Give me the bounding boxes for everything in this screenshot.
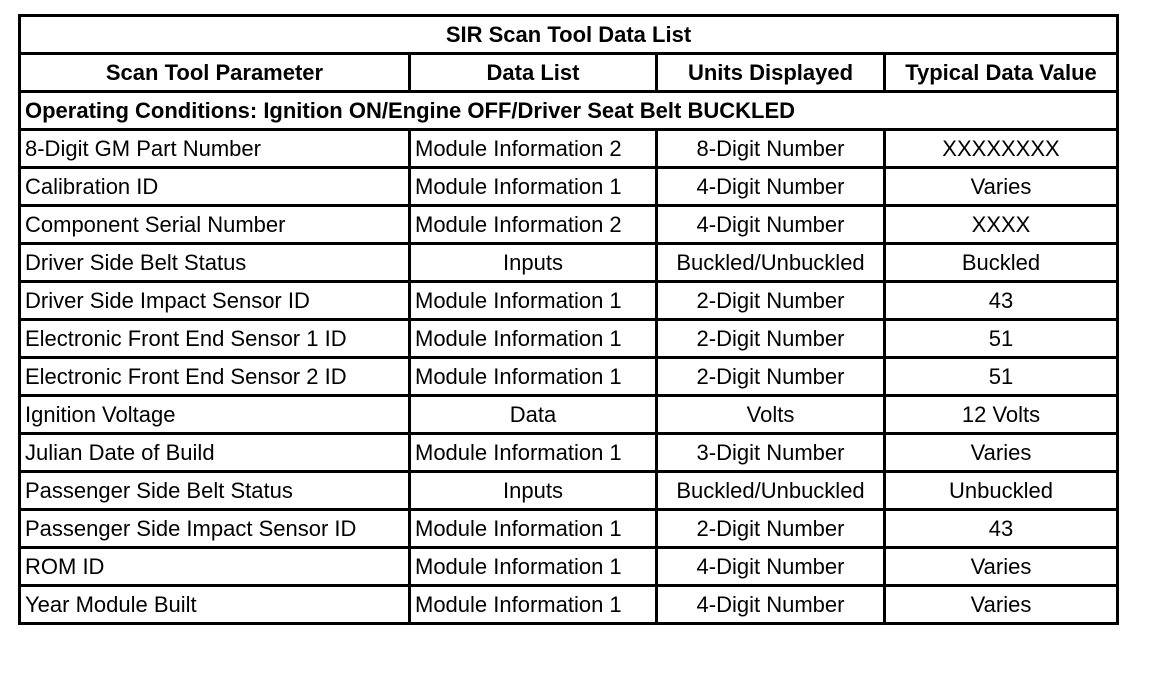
- table-row: [20, 206, 1118, 244]
- cell-data-list: Module Information 1: [410, 358, 657, 396]
- cell-units: 4-Digit Number: [657, 586, 885, 624]
- cell-data-list: Module Information 2: [410, 206, 657, 244]
- cell-data-list: Module Information 1: [410, 586, 657, 624]
- cell-parameter: Julian Date of Build: [20, 434, 410, 472]
- table-row: [20, 358, 1118, 396]
- cell-units: 2-Digit Number: [657, 358, 885, 396]
- cell-units: 8-Digit Number: [657, 130, 885, 168]
- header-row: [20, 54, 1118, 92]
- header-data-list: Data List: [410, 54, 657, 92]
- cell-typical-value: 43: [885, 510, 1118, 548]
- table-title: SIR Scan Tool Data List: [20, 16, 1118, 54]
- cell-parameter: Passenger Side Impact Sensor ID: [20, 510, 410, 548]
- header-units: Units Displayed: [657, 54, 885, 92]
- cell-parameter: Year Module Built: [20, 586, 410, 624]
- table-row: [20, 510, 1118, 548]
- table-row: [20, 586, 1118, 624]
- cell-typical-value: Varies: [885, 434, 1118, 472]
- cell-units: 2-Digit Number: [657, 320, 885, 358]
- cell-data-list: Data: [410, 396, 657, 434]
- cell-parameter: ROM ID: [20, 548, 410, 586]
- section-row: [20, 92, 1118, 130]
- table-row: [20, 396, 1118, 434]
- cell-units: 4-Digit Number: [657, 206, 885, 244]
- cell-parameter: 8-Digit GM Part Number: [20, 130, 410, 168]
- table-row: [20, 548, 1118, 586]
- cell-parameter: Component Serial Number: [20, 206, 410, 244]
- cell-data-list: Inputs: [410, 244, 657, 282]
- cell-typical-value: Varies: [885, 548, 1118, 586]
- table-row: [20, 320, 1118, 358]
- header-typical-value: Typical Data Value: [885, 54, 1118, 92]
- table-row: [20, 168, 1118, 206]
- cell-typical-value: 51: [885, 358, 1118, 396]
- data-list-table-container: [18, 14, 1118, 625]
- cell-typical-value: 43: [885, 282, 1118, 320]
- title-row: [20, 16, 1118, 54]
- cell-typical-value: Varies: [885, 586, 1118, 624]
- sir-scan-tool-data-table: [18, 14, 1119, 625]
- cell-data-list: Module Information 1: [410, 434, 657, 472]
- cell-typical-value: Buckled: [885, 244, 1118, 282]
- cell-data-list: Module Information 1: [410, 510, 657, 548]
- cell-parameter: Driver Side Belt Status: [20, 244, 410, 282]
- cell-data-list: Module Information 2: [410, 130, 657, 168]
- cell-units: Buckled/Unbuckled: [657, 244, 885, 282]
- cell-parameter: Electronic Front End Sensor 1 ID: [20, 320, 410, 358]
- cell-typical-value: 51: [885, 320, 1118, 358]
- cell-parameter: Driver Side Impact Sensor ID: [20, 282, 410, 320]
- cell-data-list: Module Information 1: [410, 320, 657, 358]
- cell-units: 4-Digit Number: [657, 548, 885, 586]
- cell-parameter: Ignition Voltage: [20, 396, 410, 434]
- cell-data-list: Inputs: [410, 472, 657, 510]
- cell-typical-value: Varies: [885, 168, 1118, 206]
- cell-typical-value: XXXXXXXX: [885, 130, 1118, 168]
- table-row: [20, 244, 1118, 282]
- cell-typical-value: 12 Volts: [885, 396, 1118, 434]
- table-row: [20, 282, 1118, 320]
- cell-parameter: Electronic Front End Sensor 2 ID: [20, 358, 410, 396]
- table-row: [20, 472, 1118, 510]
- cell-units: 3-Digit Number: [657, 434, 885, 472]
- cell-data-list: Module Information 1: [410, 282, 657, 320]
- cell-units: 4-Digit Number: [657, 168, 885, 206]
- cell-parameter: Calibration ID: [20, 168, 410, 206]
- cell-data-list: Module Information 1: [410, 168, 657, 206]
- cell-typical-value: XXXX: [885, 206, 1118, 244]
- cell-typical-value: Unbuckled: [885, 472, 1118, 510]
- cell-units: 2-Digit Number: [657, 510, 885, 548]
- cell-data-list: Module Information 1: [410, 548, 657, 586]
- cell-parameter: Passenger Side Belt Status: [20, 472, 410, 510]
- operating-conditions: Operating Conditions: Ignition ON/Engine OFF/Driver Seat Belt BUCKLED: [20, 92, 1118, 130]
- cell-units: 2-Digit Number: [657, 282, 885, 320]
- cell-units: Buckled/Unbuckled: [657, 472, 885, 510]
- table-row: [20, 434, 1118, 472]
- table-row: [20, 130, 1118, 168]
- cell-units: Volts: [657, 396, 885, 434]
- header-parameter: Scan Tool Parameter: [20, 54, 410, 92]
